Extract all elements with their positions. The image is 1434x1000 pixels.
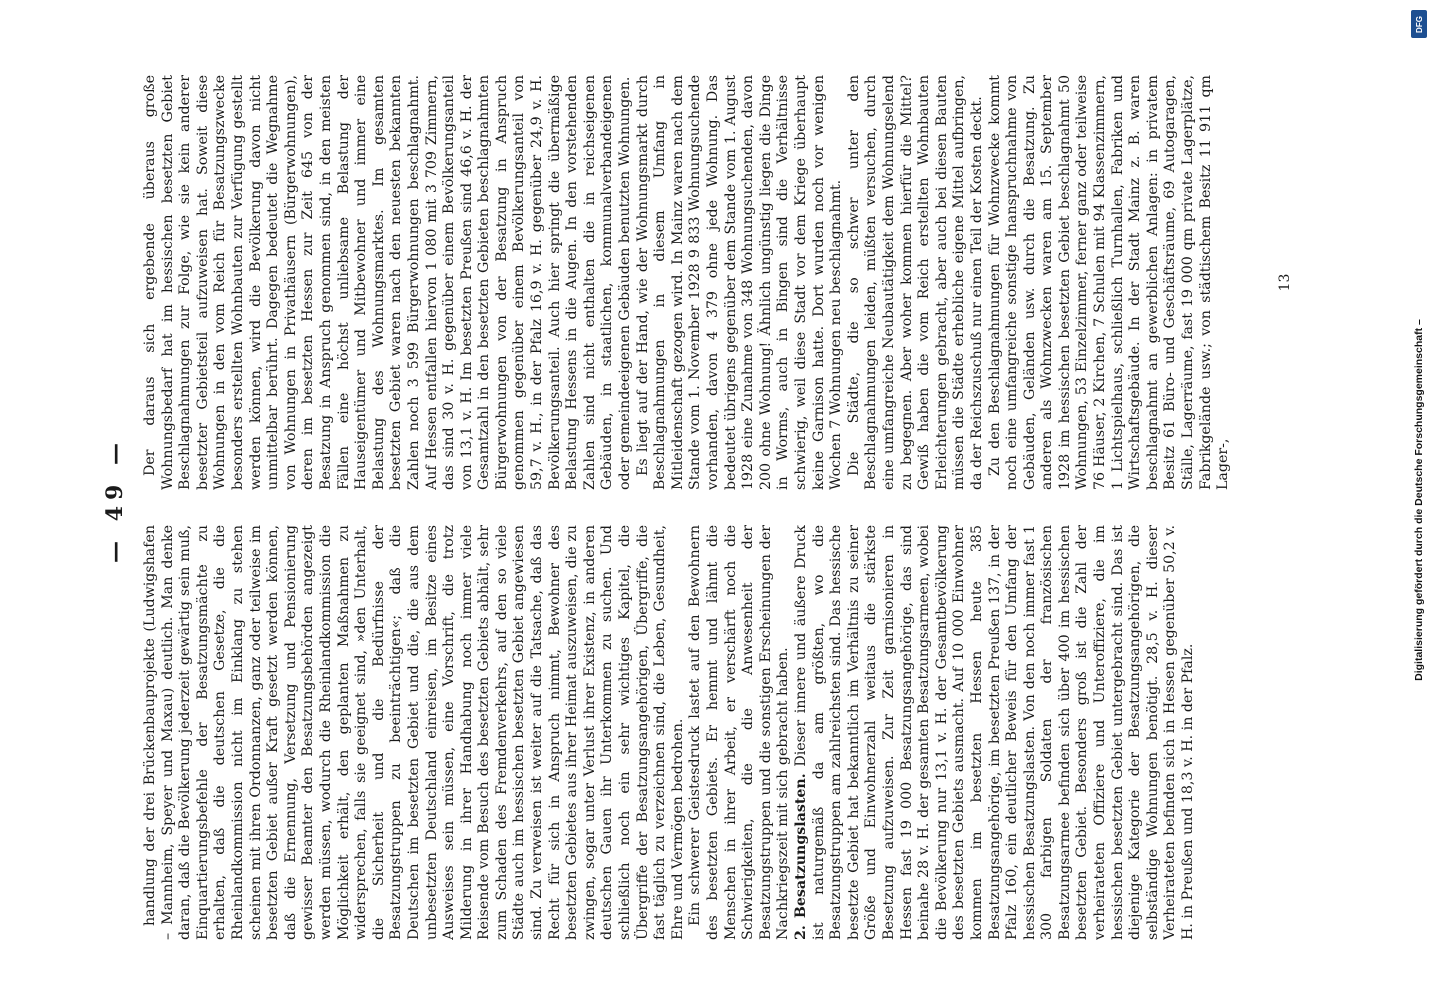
left-paragraph-1: handlung der drei Brückenbauprojekte (Ludwigshafen – Mannheim, Speyer und Maxau) deutlich. Man denke daran, daß die Bevölkerung jederzeit gewärtig sein muß, Einquartierungsbefehle der Besatzungsmächte zu erhalten, daß die deutschen Gesetze, die die Rheinlandkommission nicht im Einklang zu stehen scheinen mit ihren Ordonnanzen, ganz oder teilweise im besetzten Gebiet außer Kraft gesetzt werden können, daß die Ernennung, Versetzung und Pensionierung gewisser Beamter den Besatzungsbehörden angezeigt werden müssen, wodurch die Rheinlandkommission die Möglichkeit erhält, den geplanten Maßnahmen zu widersprechen, falls sie geeignet sind, »den Unterhalt, die Sicherheit und die Bedürfnisse der Besatzungstruppen zu beeinträchtigen«; daß die Deutschen im besetzten Gebiet und die, die aus dem unbesetzten Deutschland einreisen, im Besitze eines Ausweises sein müssen, eine Vorschrift, die trotz Milderung in ihrer Handhabung noch immer viele Reisende vom Besuch des besetzten Gebiets abhält, sehr zum Schaden des Fremdenverkehrs, auf den so viele Städte auch im hessischen besetzten Gebiet angewiesen sind. Zu verweisen ist weiter auf die Tatsache, daß das Recht für sich in Anspruch nimmt, Bewohner des besetzten Gebietes aus ihrer Heimat auszuweisen, die zu zwingen, sogar unter Verlust ihrer Existenz, in anderen deutschen Gauen ihr Unterkommen zu suchen. Und schließlich noch ein sehr wichtiges Kapitel, die Übergriffe der Besatzungsangehörigen, Übergriffe, die fast täglich zu verzeichnen sind, die Leben, Gesundheit, Ehre und Vermögen bedrohen.: [142, 525, 686, 940]
right-text-column: [142, 75, 1262, 490]
page-number: — 49 —: [102, 437, 128, 563]
footer-sheet-number: 13: [1277, 273, 1293, 292]
rotated-document-page: [102, 60, 1332, 940]
right-paragraph-4: Zu den Beschlagnahmungen für Wohnzwecke kommt noch eine umfangreiche sonstige Inanspruchnahme von Gebäuden, Geländen usw. durch die Besatzung. Zu anderen als Wohnzwecken waren am 15. September 1928 im hessischen besetzten Gebiet beschlagnahmt 50 Wohnungen, 53 Einzelzimmer, ferner ganz oder teilweise 76 Häuser, 2 Kirchen, 7 Schulen mit 94 Klassenzimmern, 1 Lichtspielhaus, schließlich Turnhallen, Fabriken und Wirtschaftsgebäude. In der Stadt Mainz z. B. waren beschlagnahmt an gewerblichen Anlagen: in privatem Besitz 61 Büro- und Geschäftsräume, 69 Autogaragen, Ställe, Lagerräume, fast 19 000 qm private Lagerplätze, Fabrikgelände usw.; von städtischem Besitz 11 911 qm Lager-,: [986, 75, 1232, 490]
right-paragraph-2: Es liegt auf der Hand, wie der Wohnungsmarkt durch Beschlagnahmungen in diesem Umfang in Mitleidenschaft gezogen wird. In Mainz waren nach dem Stande vom 1. November 1928 9 833 Wohnungsuchende vorhanden, davon 4 379 ohne jede Wohnung. Das bedeutet übrigens gegenüber dem Stande vom 1. August 1928 eine Zunahme von 348 Wohnungsuchenden, davon 200 ohne Wohnung! Ähnlich ungünstig liegen die Dinge in Worms, auch in Bingen sind die Verhältnisse schwierig, weil diese Stadt vor dem Kriege überhaupt keine Garnison hatte. Dort wurden noch vor wenigen Wochen 7 Wohnungen neu beschlagnahmt.: [634, 75, 845, 490]
right-paragraph-1: Der daraus sich ergebende überaus große Wohnungsbedarf hat im hessischen besetzten Gebiet Beschlagnahmungen zur Folge, wie sie kein anderer besetzter Gebietsteil aufzuweisen hat. Soweit diese Wohnungen in den vom Reich für Besatzungszwecke besonders erstellten Wohnbauten zur Verfügung gestellt werden können, wird die Bevölkerung davon nicht unmittelbar berührt. Dagegen bedeutet die Wegnahme von Wohnungen in Privathäusern (Bürgerwohnungen), deren im besetzten Hessen zur Zeit 645 von der Besatzung in Anspruch genommen sind, in den meisten Fällen eine höchst unliebsame Belastung der Hauseigentümer und Mitbewohner und immer eine Belastung des Wohnungsmarktes. Im gesamten besetzten Gebiet waren nach den neuesten bekannten Zahlen noch 3 599 Bürgerwohnungen beschlagnahmt. Auf Hessen entfallen hiervon 1 080 mit 3 709 Zimmern, das sind 30 v. H. gegenüber einem Bevölkerungsanteil von 13,1 v. H. Im besetzten Preußen sind 46,6 v. H. der Gesamtzahl in den besetzten Gebieten beschlagnahmten Bürgerwohnungen von der Besatzung in Anspruch genommen gegenüber einem Bevölkerungsanteil von 59,7 v. H., in der Pfalz 16,9 v. H. gegenüber 24,9 v. H. Bevölkerungsanteil. Auch hier springt die übermäßige Belastung Hessens in die Augen. In den vorstehenden Zahlen sind nicht enthalten die in reichseigenen Gebäuden, in staatlichen, kommunalverbandeigenen oder gemeindeeigenen Gebäuden benutzten Wohnungen.: [142, 75, 634, 490]
dfg-logo-text: DFG: [1414, 15, 1424, 33]
section-heading: 2. Besatzungslasten.: [792, 773, 809, 940]
attribution-text: Digitalisierung gefördert durch die Deutsche Forschungsgemeinschaft –: [1413, 319, 1425, 681]
section-text: Dieser innere und äußere Druck ist naturgemäß da am größten, wo die Besatzungstruppen am zahlreichsten sind. Das hessische besetzte Gebiet hat bekanntlich im Verhältnis zu seiner Größe und Einwohnerzahl weitaus die stärkste Besetzung aufzuweisen. Zur Zeit garnisonieren in Hessen fast 19 000 Besatzungsangehörige, das sind beinahe 28 v. H. der gesamten Besatzungsarmeen, wobei die Bevölkerung nur 13,1 v. H. der Gesamtbevölkerung des besetzten Gebiets ausmacht. Auf 10 000 Einwohner kommen im besetzten Hessen heute 385 Besatzungsangehörige, im besetzten Preußen 137, in der Pfalz 160, ein deutlicher Beweis für den Umfang der hessischen Besatzungslasten. Von den noch immer fast 1 300 farbigen Soldaten der französischen Besatzungsarmee befinden sich über 400 im hessischen besetzten Gebiet. Besonders groß ist die Zahl der verheirateten Offiziere und Unteroffiziere, die im hessischen besetzten Gebiet untergebracht sind. Das ist diejenige Kategorie der Besatzungsangehörigen, die selbständige Wohnungen benötigt. 28,5 v. H. dieser Verheirateten befinden sich in Hessen gegenüber 50,2 v. H. in Preußen und 18,3 v. H. in der Pfalz.: [792, 525, 1197, 940]
left-paragraph-2: Ein schwerer Geistesdruck lastet auf den Bewohnern des besetzten Gebiets. Er hemmt und lähmt die Menschen in ihrer Arbeit, er verschärft noch die Schwierigkeiten, die die Anwesenheit der Besatzungstruppen und die sonstigen Erscheinungen der Nachkriegszeit mit sich gebracht haben.: [687, 525, 792, 940]
attribution-strip: [1404, 0, 1434, 1000]
right-paragraph-3: Die Städte, die so schwer unter den Beschlagnahmungen leiden, müßten versuchen, durch eine umfangreiche Neubautätigkeit dem Wohnungselend zu begegnen. Aber woher kommen hierfür die Mittel? Gewiß haben die vom Reich erstellten Wohnbauten Erleichterungen gebracht, aber auch bei diesen Bauten müssen die Städte erhebliche eigene Mittel aufbringen, da der Reichszuschuß nur einen Teil der Kosten deckt.: [845, 75, 985, 490]
left-text-column: [142, 525, 1262, 940]
dfg-logo: [1411, 10, 1427, 38]
